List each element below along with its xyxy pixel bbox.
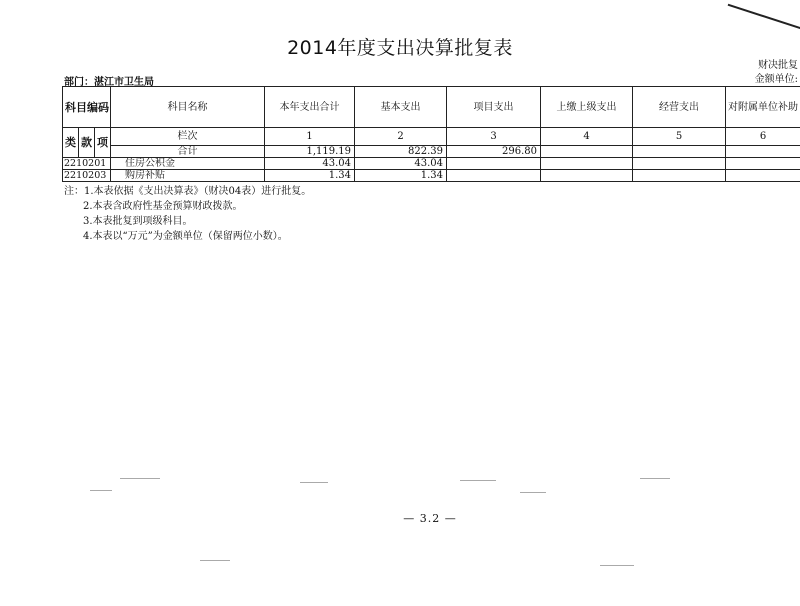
header-subject-code: 科目编码 xyxy=(63,87,111,128)
row-business xyxy=(633,158,726,170)
row-index-label: 栏次 xyxy=(111,128,265,146)
column-number: 3 xyxy=(447,128,541,146)
row-code: 2210201 xyxy=(63,158,111,170)
header-total: 本年支出合计 xyxy=(265,87,355,128)
notes xyxy=(64,184,311,244)
header-basic: 基本支出 xyxy=(355,87,447,128)
row-upper xyxy=(541,170,633,182)
document-code: 财决批复 xyxy=(758,60,798,71)
total-business xyxy=(633,146,726,158)
header-subject-name: 科目名称 xyxy=(111,87,265,128)
row-basic: 43.04 xyxy=(355,158,447,170)
header-business: 经营支出 xyxy=(633,87,726,128)
row-business xyxy=(633,170,726,182)
scan-corner-mark xyxy=(728,4,800,31)
amount-unit-label: 金额单位: xyxy=(754,74,798,85)
table-row xyxy=(63,158,800,170)
row-basic: 1.34 xyxy=(355,170,447,182)
header-row xyxy=(63,87,800,128)
note-2: 2.本表含政府性基金预算财政拨款。 xyxy=(83,201,243,212)
row-name: 住房公积金 xyxy=(111,158,265,170)
total-row xyxy=(63,146,800,158)
table-row xyxy=(63,170,800,182)
note-3: 3.本表批复到项级科目。 xyxy=(83,216,193,227)
column-number-row xyxy=(63,128,800,146)
column-number: 2 xyxy=(355,128,447,146)
header-upper: 上缴上级支出 xyxy=(541,87,633,128)
total-upper xyxy=(541,146,633,158)
row-subsidy xyxy=(726,158,800,170)
header-subsidy: 对附属单位补助 xyxy=(726,87,800,128)
row-upper xyxy=(541,158,633,170)
row-total: 1.34 xyxy=(265,170,355,182)
page-title: 2014年度支出决算批复表 xyxy=(287,37,513,59)
subheader-section: 款 xyxy=(79,128,95,158)
total-label: 合计 xyxy=(111,146,265,158)
row-code: 2210203 xyxy=(63,170,111,182)
department-label: 部门：湛江市卫生局 xyxy=(64,77,154,88)
row-project xyxy=(447,158,541,170)
column-number: 6 xyxy=(726,128,800,146)
row-total: 43.04 xyxy=(265,158,355,170)
column-number: 1 xyxy=(265,128,355,146)
row-subsidy xyxy=(726,170,800,182)
note-1: 注：1.本表依据《支出决算表》（财决04表）进行批复。 xyxy=(64,186,312,197)
total-subsidy xyxy=(726,146,800,158)
total-project: 296.80 xyxy=(447,146,541,158)
row-name: 购房补贴 xyxy=(111,170,265,182)
column-number: 5 xyxy=(633,128,726,146)
column-number: 4 xyxy=(541,128,633,146)
subheader-item: 项 xyxy=(95,128,111,158)
page-number: — 3.2 — xyxy=(403,512,457,525)
note-4: 4.本表以“万元”为金额单位（保留两位小数）。 xyxy=(83,231,288,242)
approval-table xyxy=(62,86,800,182)
total-amount: 1,119.19 xyxy=(265,146,355,158)
total-basic: 822.39 xyxy=(355,146,447,158)
subheader-class: 类 xyxy=(63,128,79,158)
row-project xyxy=(447,170,541,182)
header-project: 项目支出 xyxy=(447,87,541,128)
